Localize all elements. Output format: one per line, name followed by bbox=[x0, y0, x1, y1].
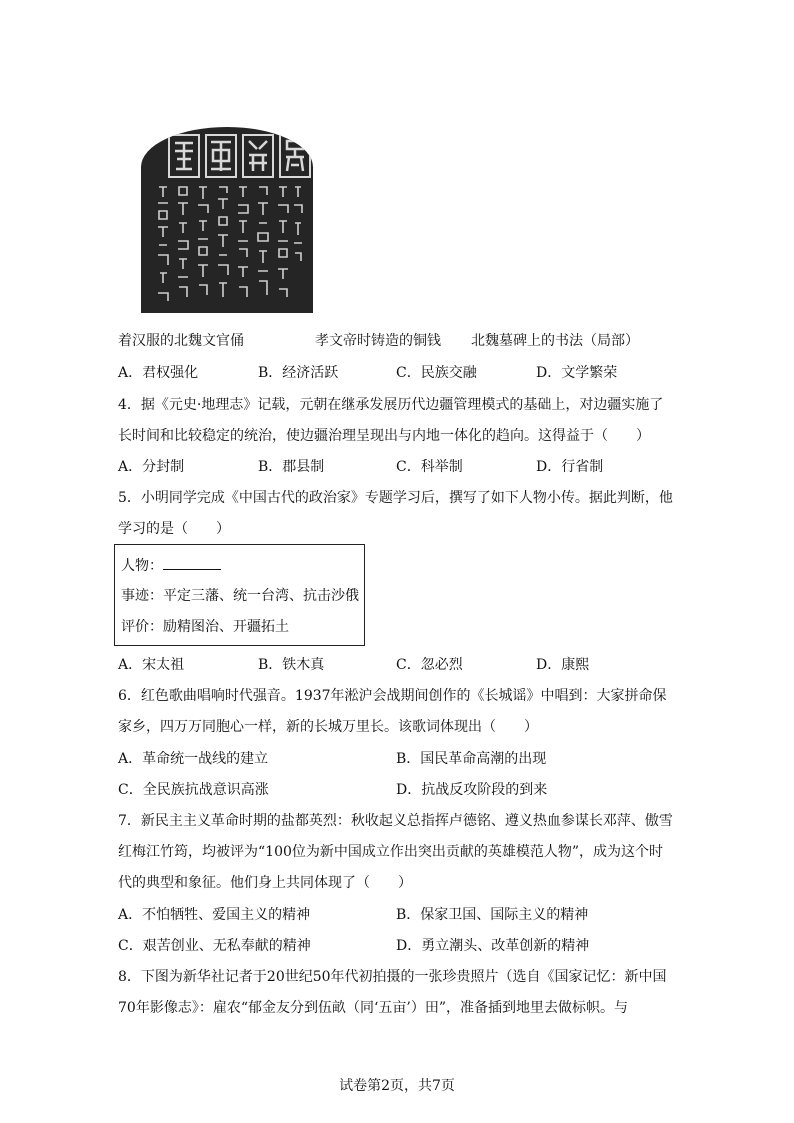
q5-text-line-1: 5．小明同学完成《中国古代的政治家》专题学习后，撰写了如下人物小传。据此判断，他 bbox=[118, 490, 673, 506]
q3-option-c[interactable]: C．民族交融 bbox=[396, 365, 477, 381]
q7-option-d[interactable]: D．勇立潮头、改革创新的精神 bbox=[396, 938, 590, 954]
q7-option-c[interactable]: C．艰苦创业、无私奉献的精神 bbox=[118, 938, 311, 954]
q7-option-b[interactable]: B．保家卫国、国际主义的精神 bbox=[396, 907, 589, 923]
stele-seal-characters bbox=[167, 133, 312, 179]
q7-option-a[interactable]: A．不怕牺牲、爱国主义的精神 bbox=[118, 907, 311, 923]
q3-option-b[interactable]: B．经济活跃 bbox=[258, 365, 339, 381]
q8-text-line-2: 70年影像志》：雇农“郁金友分到伍畝（同‘五亩’）田”，准备插到地里去做标帜。与 bbox=[118, 1000, 629, 1016]
stele-inscription-columns bbox=[153, 183, 303, 311]
q4-option-b[interactable]: B．郡县制 bbox=[258, 459, 325, 475]
q6-text-line-1: 6．红色歌曲唱响时代强音。1937年淞沪会战期间创作的《长城谣》中唱到：大家拼命保 bbox=[118, 688, 667, 704]
q3-option-a[interactable]: A．君权强化 bbox=[118, 365, 199, 381]
q5-option-a[interactable]: A．宋太祖 bbox=[118, 657, 185, 673]
q5-option-c[interactable]: C．忽必烈 bbox=[396, 657, 463, 673]
q5-person-blank bbox=[163, 555, 221, 570]
q6-option-a[interactable]: A．革命统一战线的建立 bbox=[118, 751, 269, 767]
q8-text-line-1: 8．下图为新华社记者于20世纪50年代初拍摄的一张珍贵照片（选自《国家记忆：新中国 bbox=[118, 969, 667, 985]
q6-option-d[interactable]: D．抗战反攻阶段的到来 bbox=[396, 782, 548, 798]
q5-box-deeds: 事迹：平定三藩、统一台湾、抗击沙俄 bbox=[121, 588, 359, 604]
q5-box-person-row bbox=[121, 555, 221, 576]
caption-middle: 孝文帝时铸造的铜钱 bbox=[315, 333, 441, 349]
q3-option-d[interactable]: D．文学繁荣 bbox=[536, 365, 618, 381]
q4-text-line-2: 长时间和比较稳定的统治，使边疆治理呈现出与内地一体化的趋向。这得益于（ ） bbox=[118, 428, 650, 444]
q4-option-d[interactable]: D．行省制 bbox=[536, 459, 604, 475]
stele-rubbing-image bbox=[141, 127, 313, 313]
q5-biography-box bbox=[114, 544, 365, 646]
q5-option-d[interactable]: D．康熙 bbox=[536, 657, 590, 673]
page-footer: 试卷第2页，共7页 bbox=[339, 1078, 455, 1094]
q7-text-line-2: 红梅江竹筠，均被评为“100位为新中国成立作出突出贡献的英雄模范人物”，成为这个时 bbox=[118, 844, 664, 860]
q5-box-evaluation: 评价：励精图治、开疆拓土 bbox=[121, 619, 289, 635]
caption-right: 北魏墓碑上的书法（局部） bbox=[471, 333, 639, 349]
q4-text-line-1: 4．据《元史·地理志》记载，元朝在继承发展历代边疆管理模式的基础上，对边疆实施了 bbox=[118, 397, 664, 413]
q6-text-line-2: 家乡，四万万同胞心一样，新的长城万里长。该歌词体现出（ ） bbox=[118, 719, 538, 735]
q5-box-person-label: 人物： bbox=[121, 558, 163, 574]
q7-text-line-3: 代的典型和象征。他们身上共同体现了（ ） bbox=[118, 875, 412, 891]
q5-text-line-2: 学习的是（ ） bbox=[118, 521, 230, 537]
q4-option-c[interactable]: C．科举制 bbox=[396, 459, 463, 475]
q7-text-line-1: 7．新民主主义革命时期的盐都英烈：秋收起义总指挥卢德铭、遵义热血参谋长邓萍、傲雪 bbox=[118, 813, 673, 829]
q5-option-b[interactable]: B．铁木真 bbox=[258, 657, 325, 673]
caption-left: 着汉服的北魏文官俑 bbox=[118, 333, 244, 349]
q6-option-b[interactable]: B．国民革命高潮的出现 bbox=[396, 751, 547, 767]
q6-option-c[interactable]: C．全民族抗战意识高涨 bbox=[118, 782, 269, 798]
q4-option-a[interactable]: A．分封制 bbox=[118, 459, 185, 475]
